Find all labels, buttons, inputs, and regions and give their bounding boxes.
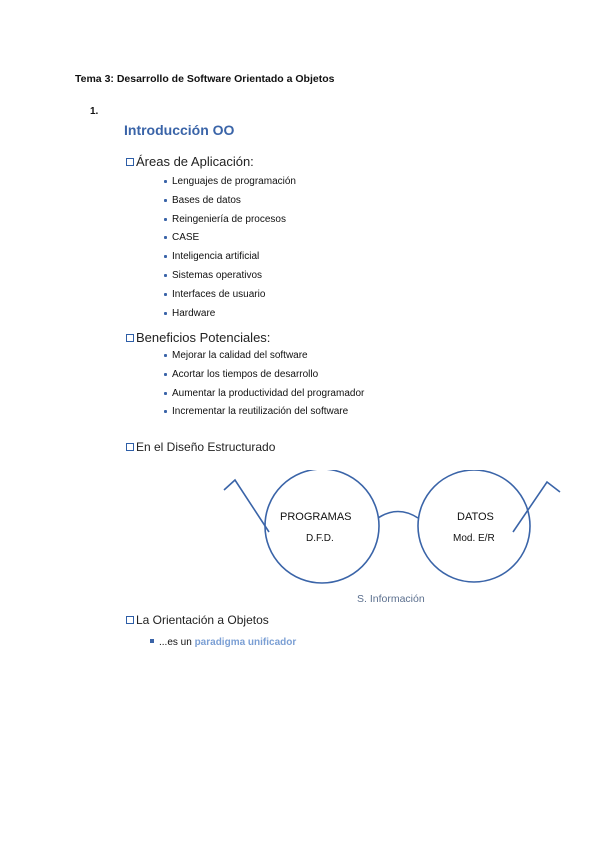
checkbox-square-icon bbox=[126, 443, 134, 451]
section-number: 1. bbox=[90, 106, 99, 117]
checkbox-square-icon bbox=[126, 334, 134, 342]
list-item: CASE bbox=[164, 229, 296, 248]
list-item: Interfaces de usuario bbox=[164, 286, 296, 305]
right-lens-label: DATOS bbox=[457, 511, 494, 523]
list-item: Bases de datos bbox=[164, 192, 296, 211]
orientacion-prefix: ...es un bbox=[159, 637, 195, 648]
left-lens-circle bbox=[265, 470, 379, 583]
estructurado-heading-row bbox=[126, 440, 275, 454]
checkbox-square-icon bbox=[126, 158, 134, 166]
right-lens-sublabel: Mod. E/R bbox=[453, 533, 495, 544]
list-item: Reingeniería de procesos bbox=[164, 211, 296, 230]
bridge-line bbox=[378, 512, 418, 519]
section-title: Introducción OO bbox=[124, 122, 235, 138]
left-lens-sublabel: D.F.D. bbox=[306, 533, 334, 544]
orientacion-heading-row bbox=[126, 613, 269, 627]
glasses-diagram bbox=[222, 470, 567, 610]
list-item: Incrementar la reutilización del software bbox=[164, 403, 364, 422]
list-item: Sistemas operativos bbox=[164, 267, 296, 286]
beneficios-list bbox=[164, 347, 364, 422]
estructurado-heading: En el Diseño Estructurado bbox=[136, 440, 276, 454]
document-title: Tema 3: Desarrollo de Software Orientado a Objetos bbox=[75, 73, 335, 85]
list-item: Aumentar la productividad del programador bbox=[164, 385, 364, 404]
list-item: Inteligencia artificial bbox=[164, 248, 296, 267]
areas-list bbox=[164, 173, 296, 323]
orientacion-highlight: paradigma unificador bbox=[194, 637, 297, 648]
areas-heading: Áreas de Aplicación: bbox=[136, 154, 254, 169]
list-item: Lenguajes de programación bbox=[164, 173, 296, 192]
orientacion-heading: La Orientación a Objetos bbox=[136, 613, 269, 627]
diagram-caption: S. Información bbox=[357, 593, 425, 605]
list-item: Hardware bbox=[164, 305, 296, 324]
beneficios-heading: Beneficios Potenciales: bbox=[136, 330, 271, 345]
beneficios-heading-row bbox=[126, 330, 270, 345]
right-lens-circle bbox=[418, 470, 530, 582]
areas-heading-row bbox=[126, 154, 254, 169]
right-temple-line bbox=[513, 482, 560, 532]
checkbox-square-icon bbox=[126, 616, 134, 624]
left-lens-label: PROGRAMAS bbox=[280, 511, 352, 523]
orientacion-line bbox=[150, 637, 296, 648]
square-bullet-icon bbox=[150, 639, 154, 643]
left-temple-line bbox=[224, 480, 269, 532]
list-item: Acortar los tiempos de desarrollo bbox=[164, 366, 364, 385]
list-item: Mejorar la calidad del software bbox=[164, 347, 364, 366]
